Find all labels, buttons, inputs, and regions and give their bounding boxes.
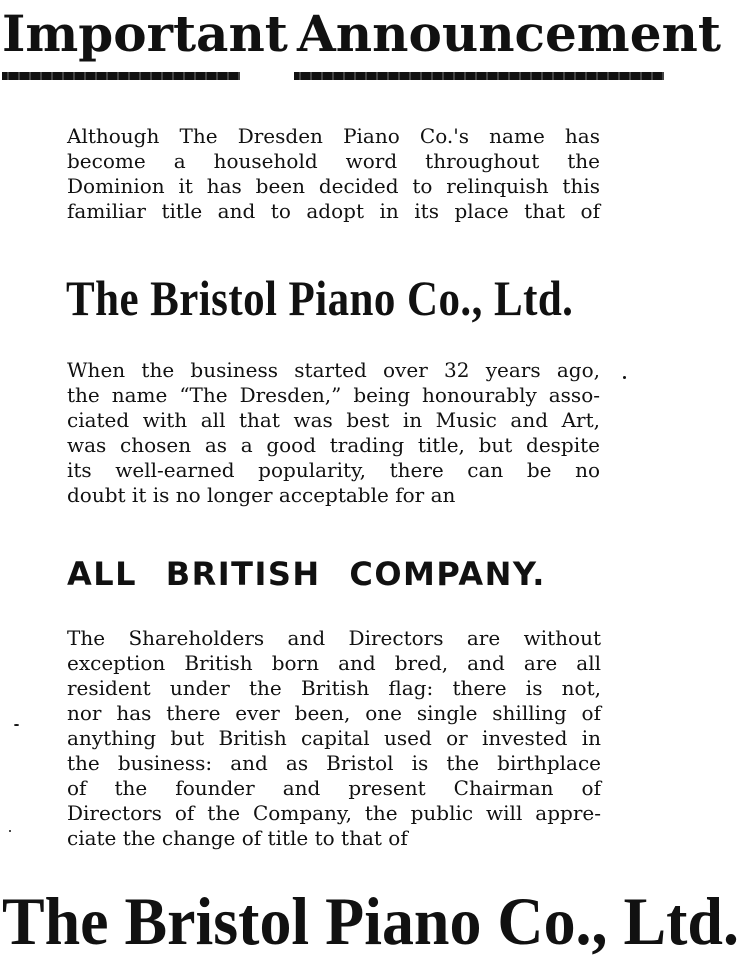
paragraph-line: Dominion it has been decided to relinquish this: [67, 174, 600, 198]
paragraph-line: resident under the British flag: there is not,: [67, 676, 601, 700]
paragraph-line: exception British born and bred, and are all: [67, 651, 601, 675]
paragraph-line: the business: and as Bristol is the birthplace: [67, 751, 601, 775]
all-british-subheading: ALL BRITISH COMPANY.: [67, 555, 546, 593]
paragraph-intro: [67, 124, 600, 224]
print-speck: [9, 830, 11, 832]
print-speck: [623, 376, 626, 379]
paragraph-line: become a household word throughout the: [67, 149, 600, 173]
paragraph-line: doubt it is no longer acceptable for an: [67, 483, 456, 507]
paragraph-history: [67, 358, 600, 508]
print-speck: [14, 724, 19, 726]
headline-rule-left: [2, 72, 240, 80]
paragraph-line: the name “The Dresden,” being honourably asso-: [67, 383, 600, 407]
paragraph-line: its well-earned popularity, there can be no: [67, 458, 600, 482]
paragraph-line: of the founder and present Chairman of: [67, 776, 601, 800]
headline-rule-right: [294, 72, 664, 80]
paragraph-line: nor has there ever been, one single shilling of: [67, 701, 601, 725]
paragraph-line: Although The Dresden Piano Co.'s name has: [67, 124, 600, 148]
paragraph-line: ciate the change of title to that of: [67, 826, 408, 850]
paragraph-shareholders: [67, 626, 601, 851]
headline-important: Important: [2, 4, 288, 63]
paragraph-line: ciated with all that was best in Music and Art,: [67, 408, 600, 432]
company-name-heading: The Bristol Piano Co., Ltd.: [66, 270, 574, 326]
paragraph-line: was chosen as a good trading title, but despite: [67, 433, 600, 457]
paragraph-line: When the business started over 32 years ago,: [67, 358, 600, 382]
headline: [0, 0, 721, 82]
company-name-footer: The Bristol Piano Co., Ltd.: [2, 883, 739, 959]
paragraph-line: familiar title and to adopt in its place that of: [67, 199, 600, 223]
paragraph-line: Directors of the Company, the public will appre-: [67, 801, 601, 825]
paragraph-line: The Shareholders and Directors are without: [67, 626, 601, 650]
headline-announcement: Announcement: [297, 4, 721, 63]
paragraph-line: anything but British capital used or invested in: [67, 726, 601, 750]
